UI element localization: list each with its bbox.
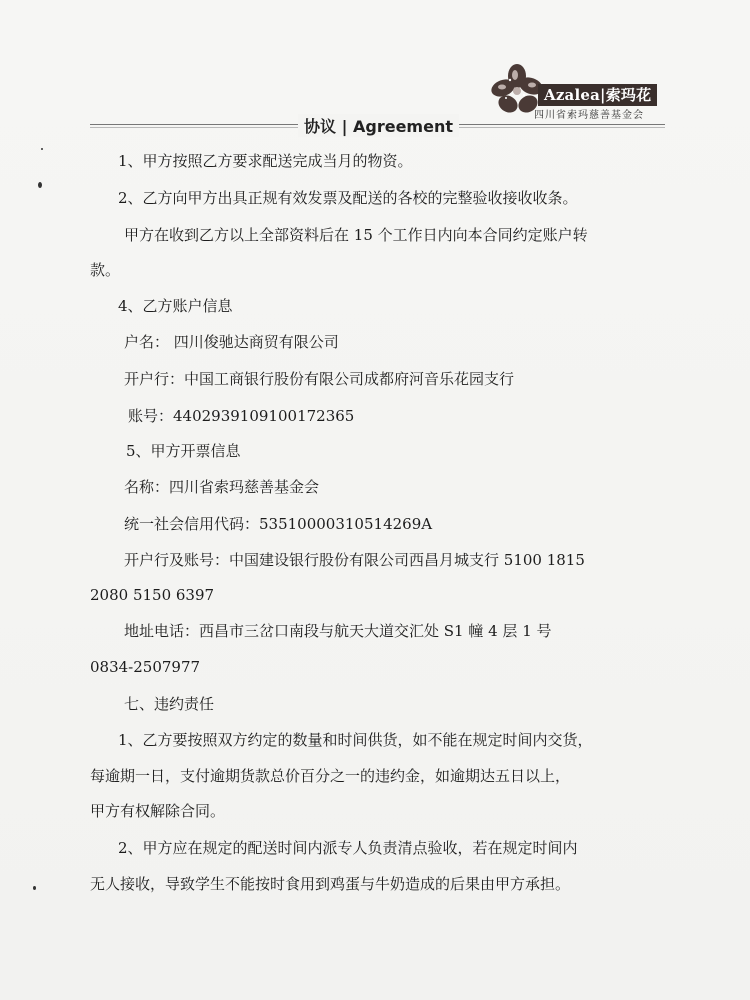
section-5-heading: 5、甲方开票信息 bbox=[126, 442, 241, 460]
clause-item-2: 2、乙方向甲方出具正规有效发票及配送的各校的完整验收接收收条。 bbox=[118, 189, 578, 207]
invoice-address-line-1: 地址电话：西昌市三岔口南段与航天大道交汇处 S1 幢 4 层 1 号 bbox=[124, 622, 552, 640]
liability-1-line-2: 每逾期一日，支付逾期货款总价百分之一的违约金，如逾期达五日以上， bbox=[90, 767, 571, 785]
clause-item-1: 1、甲方按照乙方要求配送完成当月的物资。 bbox=[118, 152, 413, 170]
scan-speck bbox=[33, 886, 36, 890]
scan-speck bbox=[41, 148, 43, 150]
payment-terms-line-1: 甲方在收到乙方以上全部资料后在 15 个工作日内向本合同约定账户转 bbox=[124, 226, 588, 244]
invoice-bank-line-1: 开户行及账号：中国建设银行股份有限公司西昌月城支行 5100 1815 bbox=[124, 551, 585, 569]
account-number: 账号：4402939109100172365 bbox=[128, 407, 355, 425]
liability-2-line-1: 2、甲方应在规定的配送时间内派专人负责清点验收，若在规定时间内 bbox=[118, 839, 578, 857]
foundation-logo bbox=[488, 62, 678, 124]
invoice-name: 名称：四川省索玛慈善基金会 bbox=[124, 478, 320, 496]
invoice-bank-line-2: 2080 5150 6397 bbox=[90, 586, 215, 604]
header-title: 协议 | Agreement bbox=[298, 114, 459, 137]
logo-wordmark: Azalea|索玛花 bbox=[538, 84, 657, 106]
section-4-heading: 4、乙方账户信息 bbox=[118, 297, 233, 315]
scan-speck bbox=[38, 182, 42, 188]
account-bank: 开户行：中国工商银行股份有限公司成都府河音乐花园支行 bbox=[124, 370, 515, 388]
account-name: 户名： 四川俊驰达商贸有限公司 bbox=[124, 333, 339, 351]
payment-terms-line-2: 款。 bbox=[90, 261, 121, 279]
logo-subtitle: 四川省索玛慈善基金会 bbox=[534, 110, 644, 121]
liability-2-line-2: 无人接收，导致学生不能按时食用到鸡蛋与牛奶造成的后果由甲方承担。 bbox=[90, 875, 571, 893]
invoice-credit-code: 统一社会信用代码：53510000310514269A bbox=[124, 515, 433, 533]
section-7-heading: 七、违约责任 bbox=[124, 695, 215, 713]
invoice-address-line-2: 0834-2507977 bbox=[90, 658, 201, 676]
liability-1-line-3: 甲方有权解除合同。 bbox=[90, 802, 226, 820]
liability-1-line-1: 1、乙方要按照双方约定的数量和时间供货，如不能在规定时间内交货， bbox=[118, 731, 593, 749]
